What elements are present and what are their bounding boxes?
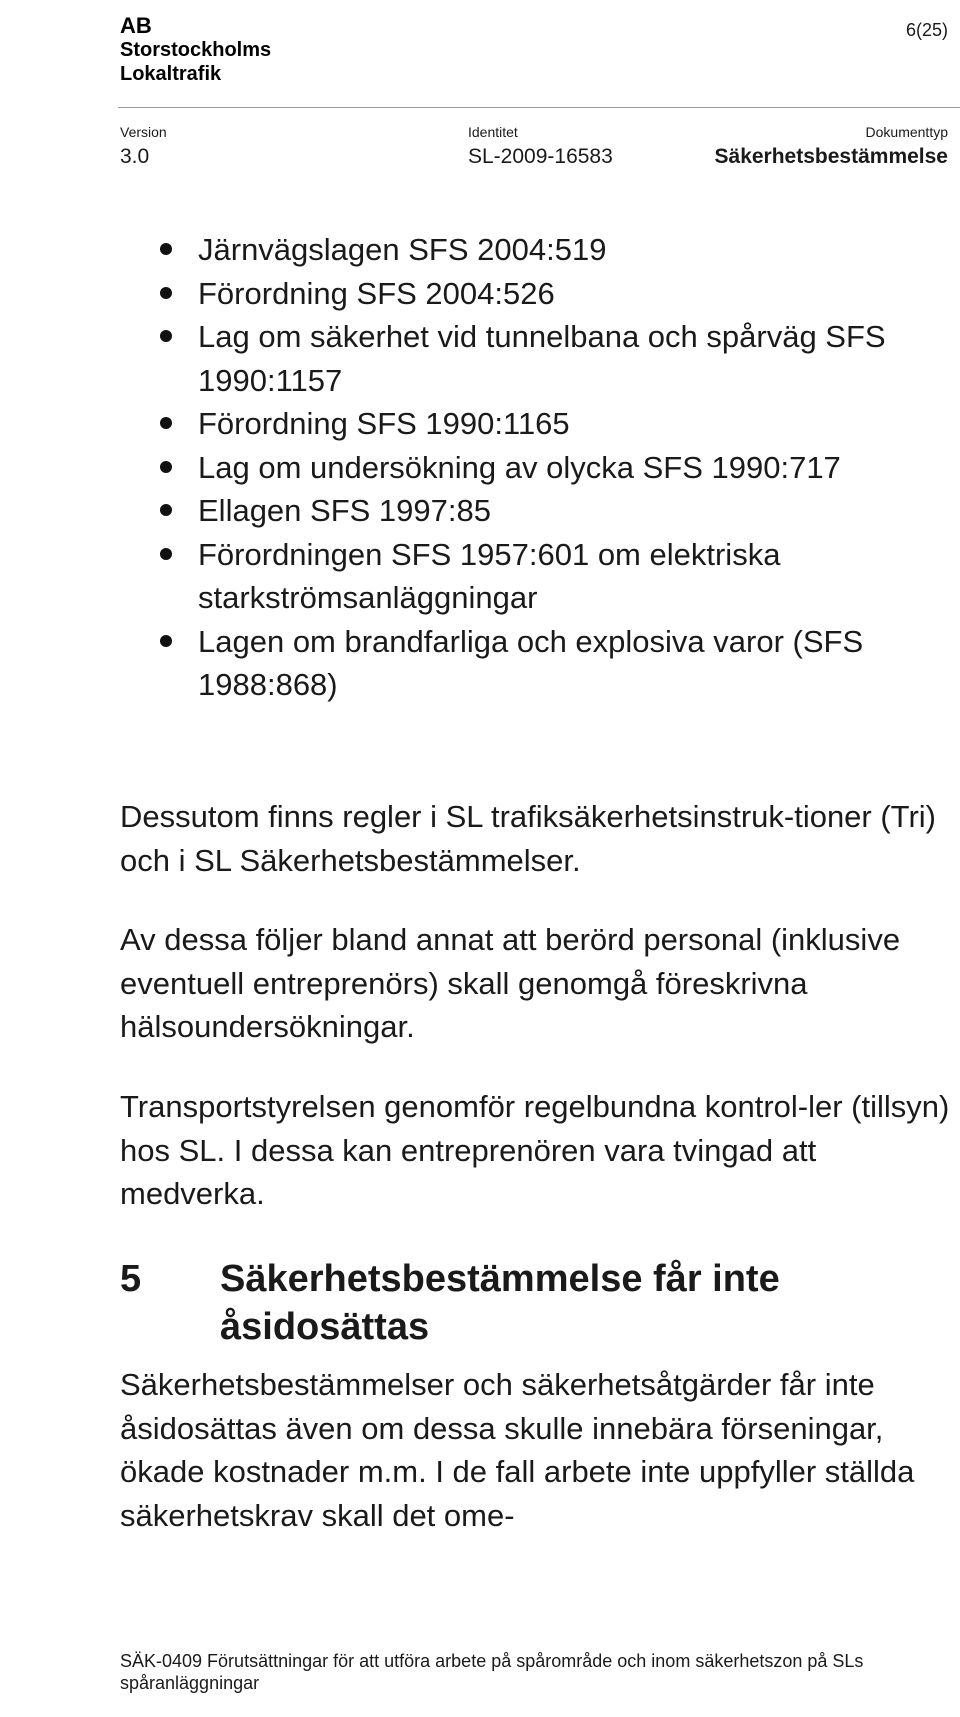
logo-line-1: AB <box>120 13 152 38</box>
list-item: Förordning SFS 1990:1165 <box>160 402 920 446</box>
paragraph-supervision: Transportstyrelsen genomför regelbundna kontrol-ler (tillsyn) hos SL. I dessa kan entreprenören vara tvingad att medverka. <box>120 1089 950 1211</box>
identity-label: Identitet <box>468 124 518 140</box>
doctype-label: Dokumenttyp <box>865 124 948 140</box>
paragraph-section-body: Säkerhetsbestämmelser och säkerhetsåtgärder får inte åsidosättas även om dessa skulle innebära förseningar, ökade kostnader m.m. I de fall arbete inte uppfyller ställda säkerhetskrav skall det ome- <box>120 1367 915 1533</box>
list-item: Ellagen SFS 1997:85 <box>160 489 920 533</box>
section-number: 5 <box>120 1258 142 1300</box>
identity-value: SL-2009-16583 <box>468 145 613 168</box>
list-item: Lag om undersökning av olycka SFS 1990:717 <box>160 446 920 490</box>
paragraph-regulations: Dessutom finns regler i SL trafiksäkerhetsinstruk-tioner (Tri) och i SL Säkerhetsbestämmelser. <box>120 799 937 878</box>
list-item: Lagen om brandfarliga och explosiva varor (SFS 1988:868) <box>160 620 920 707</box>
list-item: Järnvägslagen SFS 2004:519 <box>160 228 920 272</box>
company-logo <box>120 14 271 86</box>
version-label: Version <box>120 124 167 140</box>
list-item: Förordningen SFS 1957:601 om elektriska starkströmsanläggningar <box>160 533 920 620</box>
page-footer: SÄK-0409 Förutsättningar för att utföra arbete på spårområde och inom säkerhetszon på SLs spåranläggningar <box>120 1651 864 1693</box>
law-list <box>160 228 920 707</box>
doctype-value: Säkerhetsbestämmelse <box>714 145 948 168</box>
paragraph-health-checks: Av dessa följer bland annat att berörd personal (inklusive eventuell entreprenörs) skall genomgå föreskrivna hälsoundersökningar. <box>120 922 901 1044</box>
version-value: 3.0 <box>120 145 150 168</box>
list-item: Förordning SFS 2004:526 <box>160 272 920 316</box>
section-title: Säkerhetsbestämmelse får inte åsidosättas <box>220 1258 780 1348</box>
logo-line-3: Lokaltrafik <box>120 63 222 85</box>
page-number: 6(25) <box>905 20 948 40</box>
header-divider <box>118 107 960 108</box>
list-item: Lag om säkerhet vid tunnelbana och spårväg SFS 1990:1157 <box>160 315 920 402</box>
logo-line-2: Storstockholms <box>120 39 272 61</box>
